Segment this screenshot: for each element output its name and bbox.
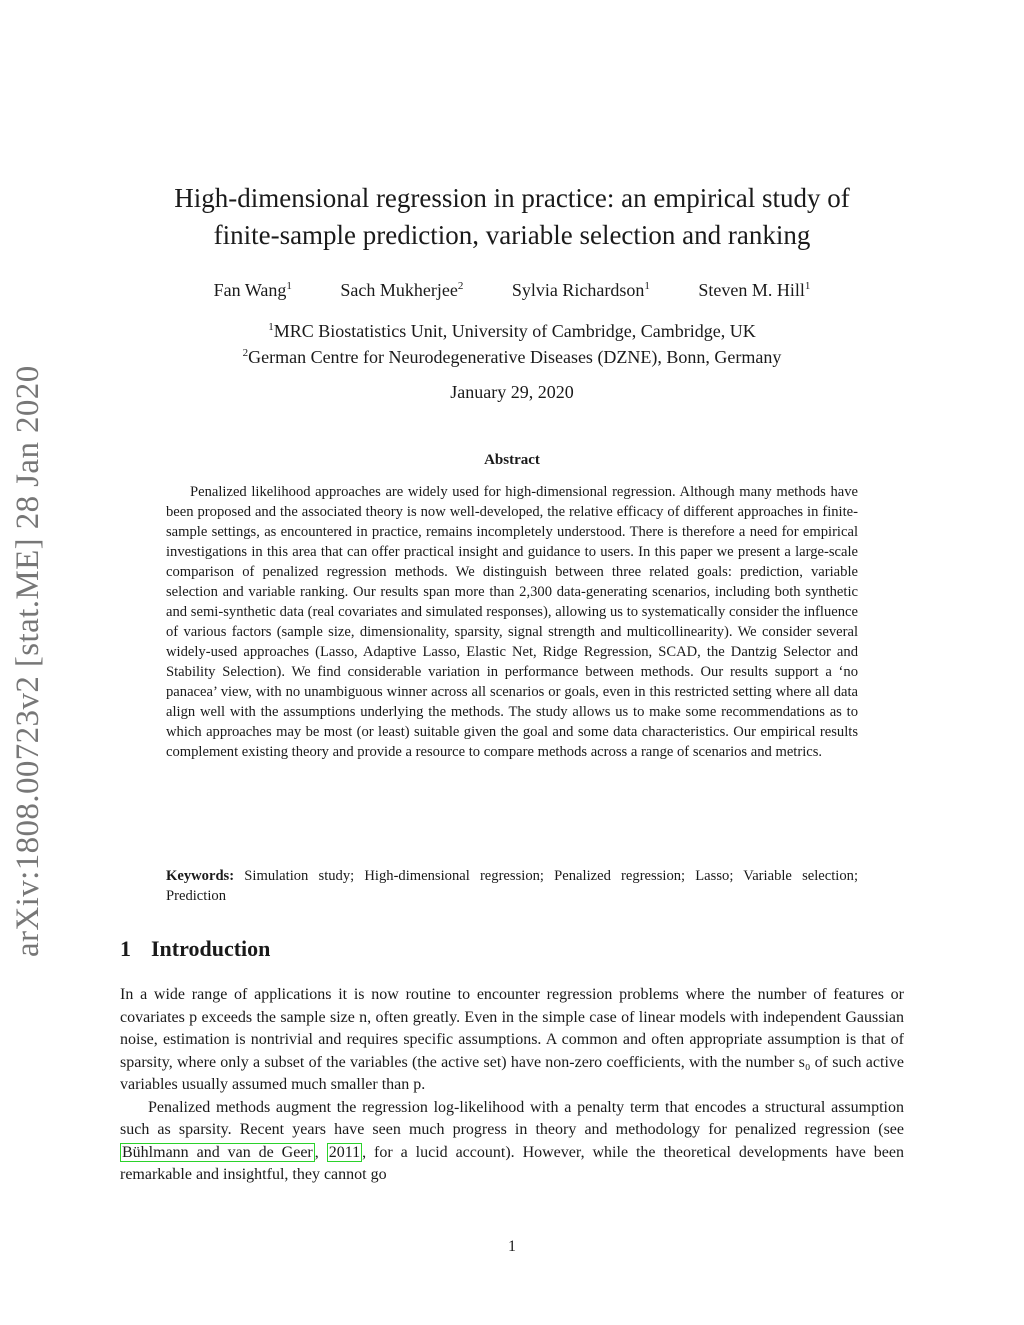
affil-mark: 2 — [242, 347, 249, 359]
intro-p2-sep: , — [314, 1143, 327, 1161]
author — [512, 280, 650, 300]
author — [214, 280, 292, 300]
section-title: Introduction — [151, 936, 271, 961]
keywords-text: Simulation study; High-dimensional regression; Penalized regression; Lasso; Variable selection; Prediction — [166, 868, 858, 904]
author-affil-mark: 2 — [457, 280, 464, 292]
author — [698, 280, 810, 300]
keywords-label: Keywords: — [166, 868, 235, 884]
intro-paragraph-1: In a wide range of applications it is now routine to encounter regression problems where the number of features or covariates p exceeds the sample size n, often greatly. Even in the simple case of linear models with independent Gaussian noise, estimation is nontrivial and requires specific assumptions. A common and often appropriate assumption is that of sparsity, where only a subset of the variables (the active set) have non-zero coefficients, with the number s₀ of such active variables usually assumed much smaller than p. — [120, 986, 904, 1093]
affil-text: MRC Biostatistics Unit, University of Cambridge, Cambridge, UK — [273, 321, 756, 341]
intro-text — [120, 984, 904, 1187]
paper-title — [100, 180, 924, 254]
author-name: Sach Mukherjee — [340, 280, 458, 300]
citation-author-link[interactable]: Bühlmann and van de Geer — [122, 1143, 313, 1161]
author-list — [100, 280, 924, 301]
abstract-heading: Abstract — [484, 452, 540, 468]
title-line-1: High-dimensional regression in practice: an empirical study of — [174, 183, 850, 213]
author-affil-mark: 1 — [644, 280, 650, 292]
author-affil-mark: 1 — [804, 280, 811, 292]
arxiv-stamp: arXiv:1808.00723v2 [stat.ME] 28 Jan 2020 — [10, 365, 46, 957]
publication-date: January 29, 2020 — [450, 382, 574, 402]
page-number: 1 — [508, 1238, 516, 1255]
affiliations — [100, 318, 924, 370]
author-name: Fan Wang — [213, 280, 287, 300]
author-name: Sylvia Richardson — [511, 280, 645, 300]
title-line-2: finite-sample prediction, variable selection and ranking — [213, 220, 811, 250]
citation-year-link[interactable]: 2011 — [328, 1143, 361, 1161]
author — [340, 280, 463, 300]
abstract-text: Penalized likelihood approaches are widely used for high-dimensional regression. Although many methods have been proposed and the associated theory is now well-developed, the relative efficacy of different approaches in finite-sample settings, as encountered in practice, remains incompletely understood. There is therefore a need for empirical investigations in this area that can offer practical insight and guidance to users. In this paper we present a large-scale comparison of penalized regression methods. We distinguish between three related goals: prediction, variable selection and variable ranking. Our results span more than 2,300 data-generating scenarios, including both synthetic and semi-synthetic data (real covariates and simulated responses), allowing us to systematically consider the influence of various factors (sample size, dimensionality, sparsity, signal strength and multicollinearity). We consider several widely-used approaches (Lasso, Adaptive Lasso, Elastic Net, Ridge Regression, SCAD, the Dantzig Selector and Stability Selection). We find considerable variation in performance between methods. Our results support a ‘no panacea’ view, with no unambiguous winner across all scenarios or goals, even in this restricted setting where all data align well with the assumptions underlying the methods. The study allows us to make some recommendations as to which approaches may be most (or least) suitable given the goal and some data characteristics. Our empirical results complement existing theory and provide a resource to compare methods across a range of scenarios and metrics. — [166, 484, 858, 760]
section-number: 1 — [120, 936, 131, 961]
author-name: Steven M. Hill — [698, 280, 805, 300]
keywords — [166, 866, 858, 906]
intro-p2-before: Penalized methods augment the regression log-likelihood with a penalty term that encodes a structural assumption such as sparsity. Recent years have seen much progress in theory and methodology for penalized regression (see — [120, 1098, 904, 1138]
intro-paragraph-2 — [120, 1097, 904, 1187]
intro-p2-after: , for a lucid account). However, while the theoretical developments have been remarkable and insightful, they cannot go — [120, 1143, 905, 1183]
author-affil-mark: 1 — [286, 280, 292, 292]
affiliation — [100, 318, 924, 344]
affiliation — [100, 344, 924, 370]
affil-text: German Centre for Neurodegenerative Diseases (DZNE), Bonn, Germany — [248, 347, 782, 367]
affil-mark: 1 — [268, 321, 274, 333]
section-heading — [120, 936, 270, 962]
